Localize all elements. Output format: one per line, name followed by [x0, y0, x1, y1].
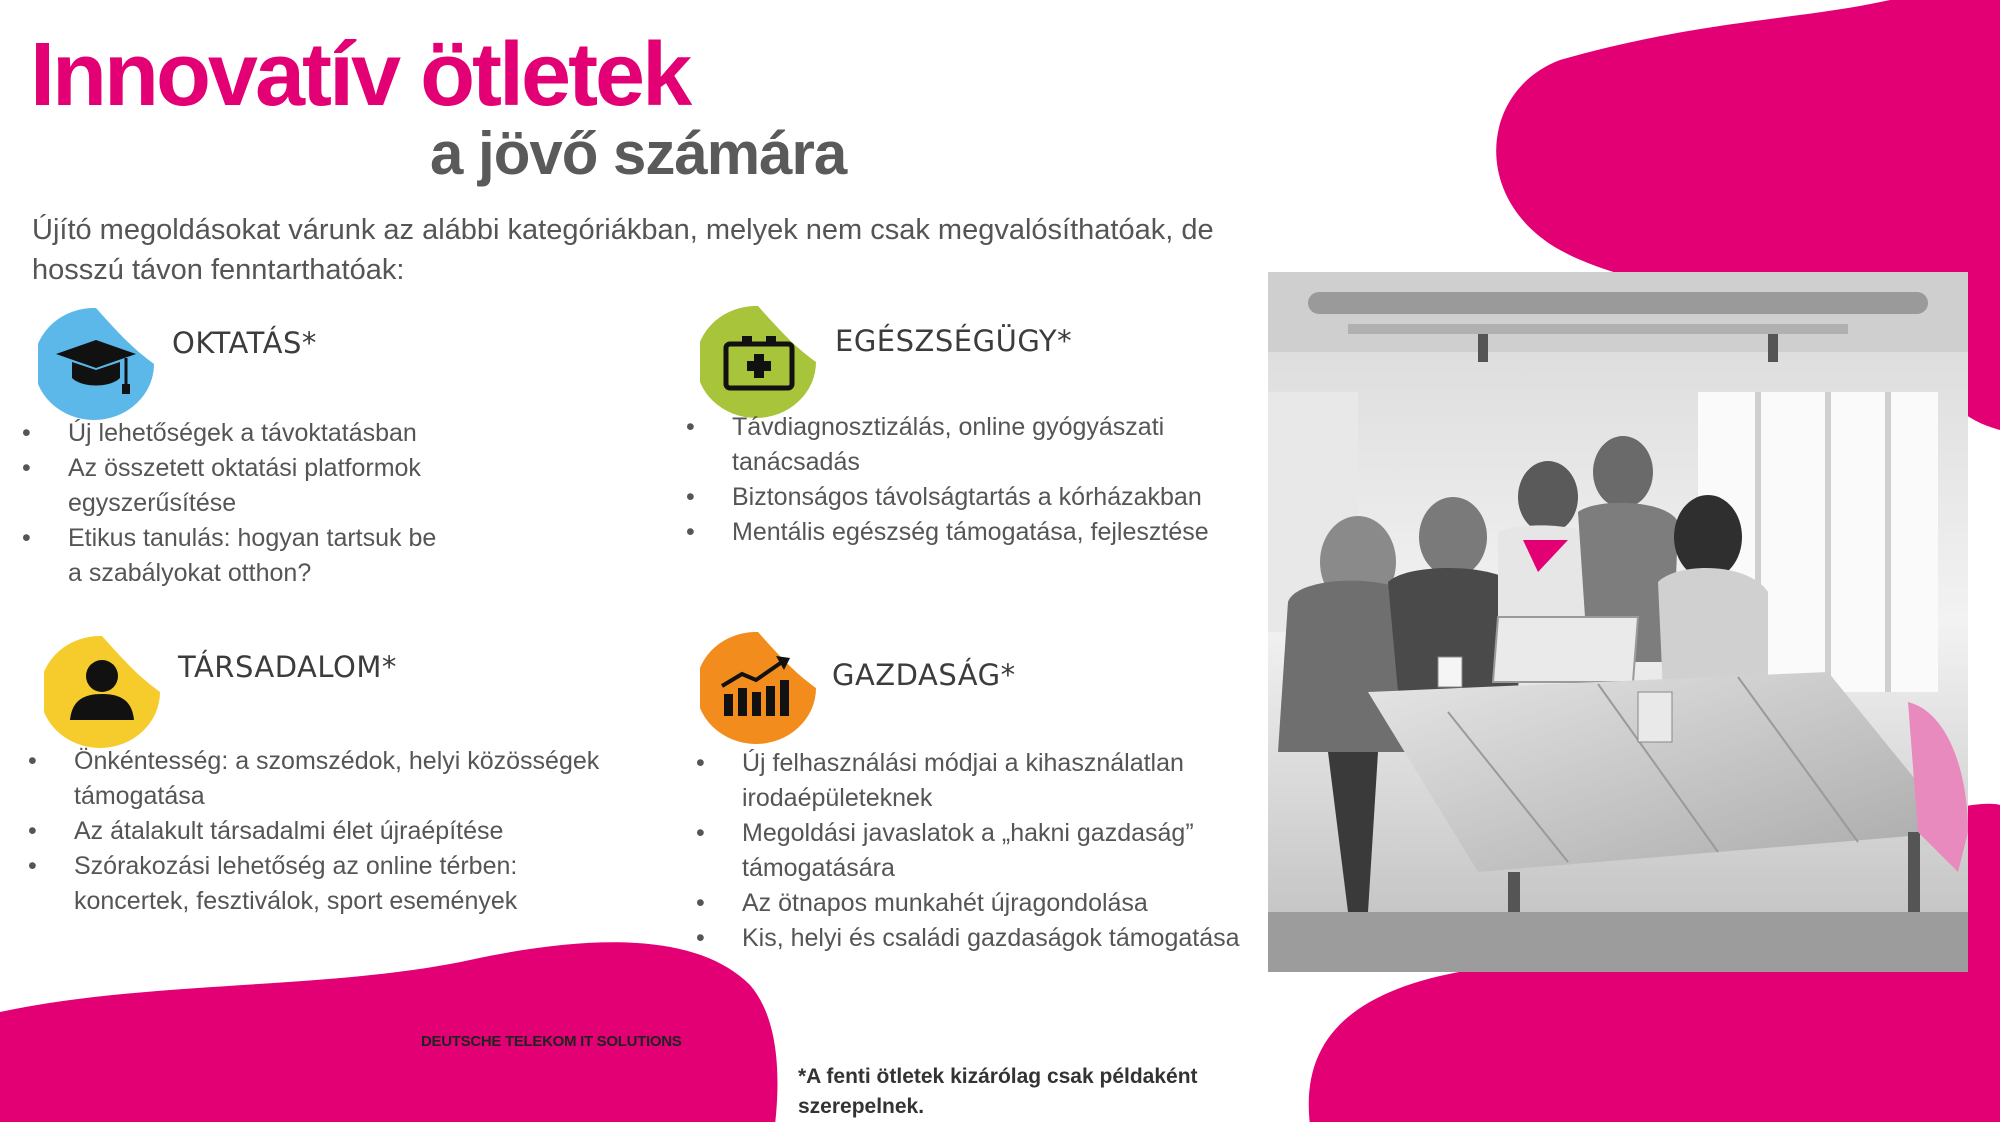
list-item: • Új felhasználási módjai a kihasználatlan irodaépületeknek — [696, 746, 1256, 816]
footnote: *A fenti ötletek kizárólag csak példaként szerepelnek. — [798, 1065, 1198, 1118]
graduation-cap-icon — [38, 308, 158, 420]
page-subtitle: a jövő számára — [430, 120, 847, 187]
person-icon — [44, 636, 164, 748]
list-item: • Az ötnapos munkahét újragondolása — [696, 886, 1256, 921]
list-item: • Kis, helyi és családi gazdaságok támogatása — [696, 921, 1256, 956]
list-item: • Új lehetőségek a távoktatásban — [22, 416, 452, 451]
footer-brand: DEUTSCHE TELEKOM IT SOLUTIONS — [421, 1033, 682, 1050]
category-title-health: EGÉSZSÉGÜGY* — [835, 324, 1073, 358]
list-item: • Önkéntesség: a szomszédok, helyi közösségek támogatása — [28, 744, 628, 814]
medical-kit-icon — [700, 306, 820, 418]
health-list — [686, 410, 1226, 550]
list-item: • Mentális egészség támogatása, fejlesztése — [686, 515, 1226, 550]
category-title-economy: GAZDASÁG* — [832, 658, 1016, 692]
category-title-education: OKTATÁS* — [172, 326, 317, 360]
economy-list — [696, 746, 1256, 956]
growth-chart-icon — [700, 632, 820, 744]
list-item: • Az átalakult társadalmi élet újraépítése — [28, 814, 628, 849]
list-item: • Biztonságos távolságtartás a kórházakban — [686, 480, 1226, 515]
society-list — [28, 744, 628, 919]
list-item: • Távdiagnosztizálás, online gyógyászati tanácsadás — [686, 410, 1226, 480]
page-title: Innovatív ötletek — [30, 25, 690, 125]
team-meeting-photo — [1268, 272, 1968, 972]
education-list — [22, 416, 452, 591]
list-item: • Az összetett oktatási platformok egyszerűsítése — [22, 451, 452, 521]
list-item: • Szórakozási lehetőség az online térben: koncertek, fesztiválok, sport események — [28, 849, 628, 919]
list-item: • Etikus tanulás: hogyan tartsuk be a szabályokat otthon? — [22, 521, 452, 591]
list-item: • Megoldási javaslatok a „hakni gazdaság” támogatására — [696, 816, 1256, 886]
intro-text: Újító megoldásokat várunk az alábbi kategóriákban, melyek nem csak megvalósíthatóak, de hosszú távon fenntarthatóak: — [32, 214, 1214, 286]
category-title-society: TÁRSADALOM* — [178, 650, 397, 684]
telekom-t-logo-icon — [54, 1012, 174, 1068]
